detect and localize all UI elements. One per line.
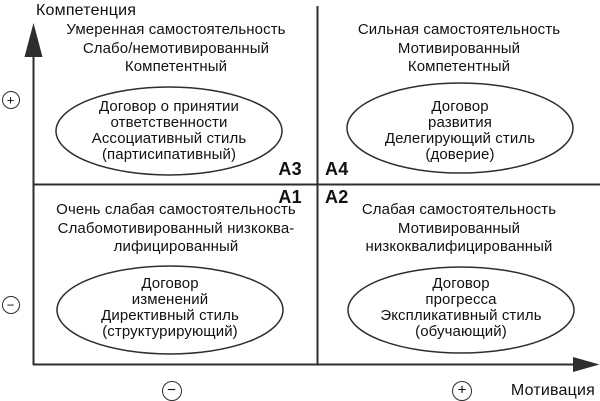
x-axis-label: Мотивация: [510, 382, 595, 399]
quadrant-a2-ellipse-text: [348, 276, 574, 340]
ellipse-line: Директивный стиль: [101, 307, 239, 324]
heading-line: Слабомотивированный низкоква-: [57, 219, 295, 237]
quadrant-a1-ellipse-text: [57, 276, 283, 340]
heading-line: Мотивированный: [397, 39, 521, 57]
heading-line: Слабая самостоятельность: [361, 201, 557, 218]
ellipse-line: (структурирующий): [102, 323, 238, 340]
quadrant-a2-heading: [318, 201, 600, 257]
heading-line: Компетентный: [407, 58, 511, 75]
ellipse-line: Договор о принятии: [99, 98, 239, 115]
y-axis-label: Компетенция: [36, 2, 137, 19]
plus-symbol: +: [457, 381, 467, 399]
ellipse-line: Экспликативный стиль: [380, 307, 542, 324]
ellipse-line: (партисипативный): [101, 146, 237, 163]
ellipse-line: ответственности: [110, 114, 228, 131]
heading-line: Мотивированный: [397, 219, 521, 237]
y-axis-minus-icon: [2, 296, 20, 314]
minus-symbol: −: [6, 297, 15, 312]
quadrant-a4-heading: [318, 21, 600, 77]
heading-line: низкоквалифицированный: [365, 238, 553, 255]
heading-line: Слабо/немотивированный: [82, 39, 270, 57]
plus-symbol: +: [6, 92, 15, 107]
ellipse-line: Делегирующий стиль: [384, 130, 536, 147]
minus-symbol: −: [167, 381, 176, 399]
heading-line: Очень слабая самостоятельность: [56, 201, 296, 218]
ellipse-line: Ассоциативный стиль: [91, 130, 247, 147]
x-axis-plus-icon: [452, 381, 472, 401]
x-axis-minus-icon: [162, 381, 182, 401]
quadrant-a3-code: А3: [278, 159, 302, 179]
quadrant-a1-code: А1: [278, 187, 302, 207]
quadrant-a4-code: А4: [325, 159, 349, 179]
y-axis-plus-icon: [2, 91, 20, 109]
quadrant-a1-heading: [34, 201, 318, 257]
x-axis-arrow-icon: [573, 357, 600, 372]
ellipse-line: Договор: [141, 275, 199, 292]
heading-line: Сильная самостоятельность: [357, 21, 561, 38]
ellipse-line: (доверие): [425, 146, 495, 163]
quadrant-a3-heading: [34, 21, 318, 77]
ellipse-line: (обучающий): [415, 323, 507, 340]
ellipse-line: Договор: [432, 275, 490, 292]
ellipse-line: изменений: [131, 291, 209, 308]
heading-line: Компетентный: [124, 58, 228, 75]
quadrant-a4-ellipse-text: [347, 99, 573, 163]
ellipse-line: прогресса: [425, 291, 497, 308]
heading-line: лифицированный: [113, 238, 239, 255]
ellipse-line: развития: [428, 114, 492, 131]
quadrant-a3-ellipse-text: [56, 99, 282, 163]
quadrant-a2-code: А2: [325, 187, 349, 207]
ellipse-line: Договор: [431, 98, 489, 115]
heading-line: Умеренная самостоятельность: [66, 21, 286, 38]
